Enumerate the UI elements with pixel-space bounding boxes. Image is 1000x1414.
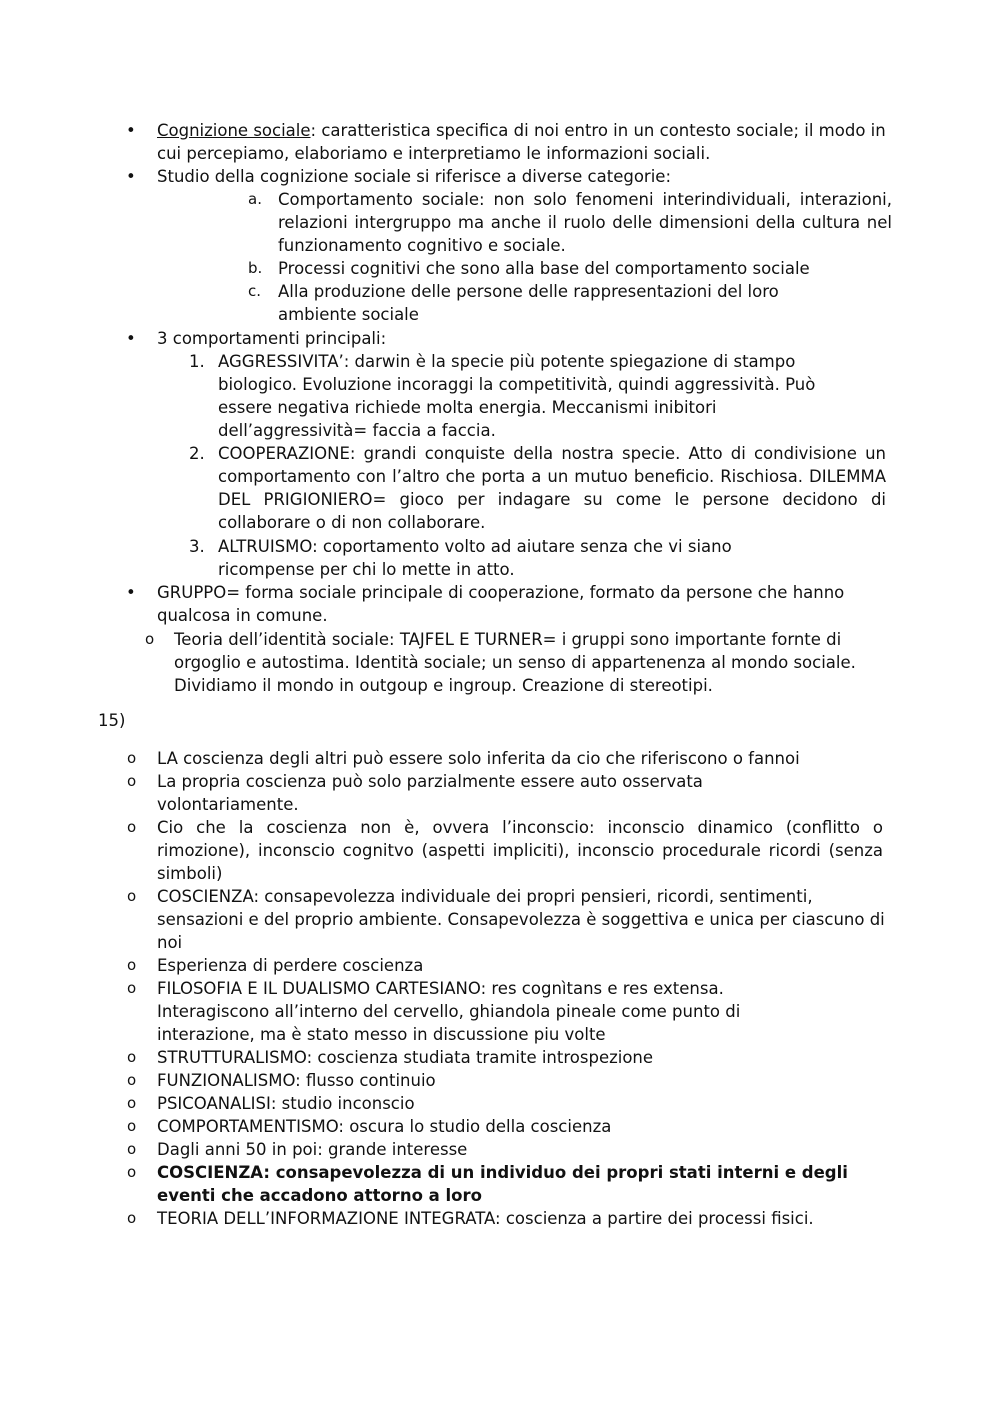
list-item: COMPORTAMENTISMO: oscura lo studio della coscienza [157,1117,612,1136]
list-item: Esperienza di perdere coscienza [157,956,424,975]
circle-bullet-marker: o [127,1094,137,1112]
sub-bullet-marker: o [145,630,155,648]
list-marker-b: b. [248,259,263,277]
circle-bullet-marker: o [127,956,137,974]
sub-bullet-identita-sociale: Teoria dell’identità sociale: TAJFEL E TURNER= i gruppi sono importante fornte di orgoglio e autostima. Identità sociale; un senso di appartenenza al mondo sociale. Dividiamo il mondo in outgoup e ingroup. Creazione di stereotipi. [174,630,856,695]
list-item-bold: COSCIENZA: consapevolezza di un individuo dei propri stati interni e degli eventi che accadono attorno a loro [157,1163,848,1205]
circle-bullet-marker: o [127,1071,137,1089]
list-marker-a: a. [248,190,262,208]
section-number: 15) [98,711,126,730]
circle-bullet-marker: o [127,1140,137,1158]
list-marker-c: c. [248,282,262,300]
category-item: Alla produzione delle persone delle rappresentazioni del loro ambiente sociale [278,282,779,324]
bullet-marker: • [126,329,136,348]
definition-text: : caratteristica specifica di noi entro in un contesto sociale; il modo in cui percepiamo, elaboriamo e interpretiamo le informazioni sociali. [157,121,886,163]
circle-bullet-marker: o [127,818,137,836]
behavior-item: AGGRESSIVITA’: darwin è la specie più potente spiegazione di stampo biologico. Evoluzione incoraggi la competitività, quindi aggressività. Può essere negativa richiede molta energia. Meccanismi inibitori dell’aggressività= faccia a faccia. [218,352,816,440]
circle-bullet-marker: o [127,1048,137,1066]
circle-bullet-marker: o [127,1117,137,1135]
circle-bullet-marker: o [127,772,137,790]
behavior-item: ALTRUISMO: coportamento volto ad aiutare senza che vi siano ricompense per chi lo mette in atto. [218,537,732,579]
circle-bullet-marker: o [127,979,137,997]
list-marker-3: 3. [189,537,205,556]
bullet-marker: • [126,121,136,140]
bullet-marker: • [126,583,136,602]
circle-bullet-marker: o [127,1163,137,1181]
list-item: FUNZIONALISMO: flusso continuio [157,1071,436,1090]
list-marker-1: 1. [189,352,205,371]
list-item: PSICOANALISI: studio inconscio [157,1094,415,1113]
list-marker-2: 2. [189,444,205,463]
circle-bullet-marker: o [127,1209,137,1227]
list-item: La propria coscienza può solo parzialmente essere auto osservata volontariamente. [157,772,703,814]
category-item: Processi cognitivi che sono alla base del comportamento sociale [278,259,810,278]
list-item: STRUTTURALISMO: coscienza studiata tramite introspezione [157,1048,654,1067]
bullet-gruppo: GRUPPO= forma sociale principale di cooperazione, formato da persone che hanno qualcosa in comune. [157,583,845,625]
bullet-cognizione-sociale [157,119,892,165]
list-item: FILOSOFIA E IL DUALISMO CARTESIANO: res cognìtans e res extensa. Interagiscono all’interno del cervello, ghiandola pineale come punto di interazione, ma è stato messo in discussione piu volte [157,979,741,1044]
list-item: LA coscienza degli altri può essere solo inferita da cio che riferiscono o fannoi [157,749,800,768]
list-item: Dagli anni 50 in poi: grande interesse [157,1140,468,1159]
circle-bullet-marker: o [127,749,137,767]
behavior-item: COOPERAZIONE: grandi conquiste della nostra specie. Atto di condivisione un comportamento con l’altro che porta a un mutuo beneficio. Rischiosa. DILEMMA DEL PRIGIONIERO= gioco per indagare su come le persone decidono di collaborare o di non collaborare. [218,444,886,532]
list-item: Cio che la coscienza non è, ovvera l’inconscio: inconscio dinamico (conflitto o rimozione), inconscio cognitvo (aspetti impliciti), inconscio procedurale ricordi (senza simboli) [157,818,883,883]
bullet-studio-cognizione: Studio della cognizione sociale si riferisce a diverse categorie: [157,167,672,186]
bullet-marker: • [126,167,136,186]
circle-bullet-marker: o [127,887,137,905]
list-item: TEORIA DELL’INFORMAZIONE INTEGRATA: coscienza a partire dei processi fisici. [157,1209,814,1228]
bullet-comportamenti: 3 comportamenti principali: [157,329,387,348]
list-item: COSCIENZA: consapevolezza individuale dei propri pensieri, ricordi, sentimenti, sensazioni e del proprio ambiente. Consapevolezza è soggettiva e unica per ciascuno di noi [157,887,885,952]
category-item: Comportamento sociale: non solo fenomeni interindividuali, interazioni, relazioni intergruppo ma anche il ruolo delle dimensioni della cultura nel funzionamento cognitivo e sociale. [278,190,892,255]
term-cognizione-sociale: Cognizione sociale [157,121,311,140]
